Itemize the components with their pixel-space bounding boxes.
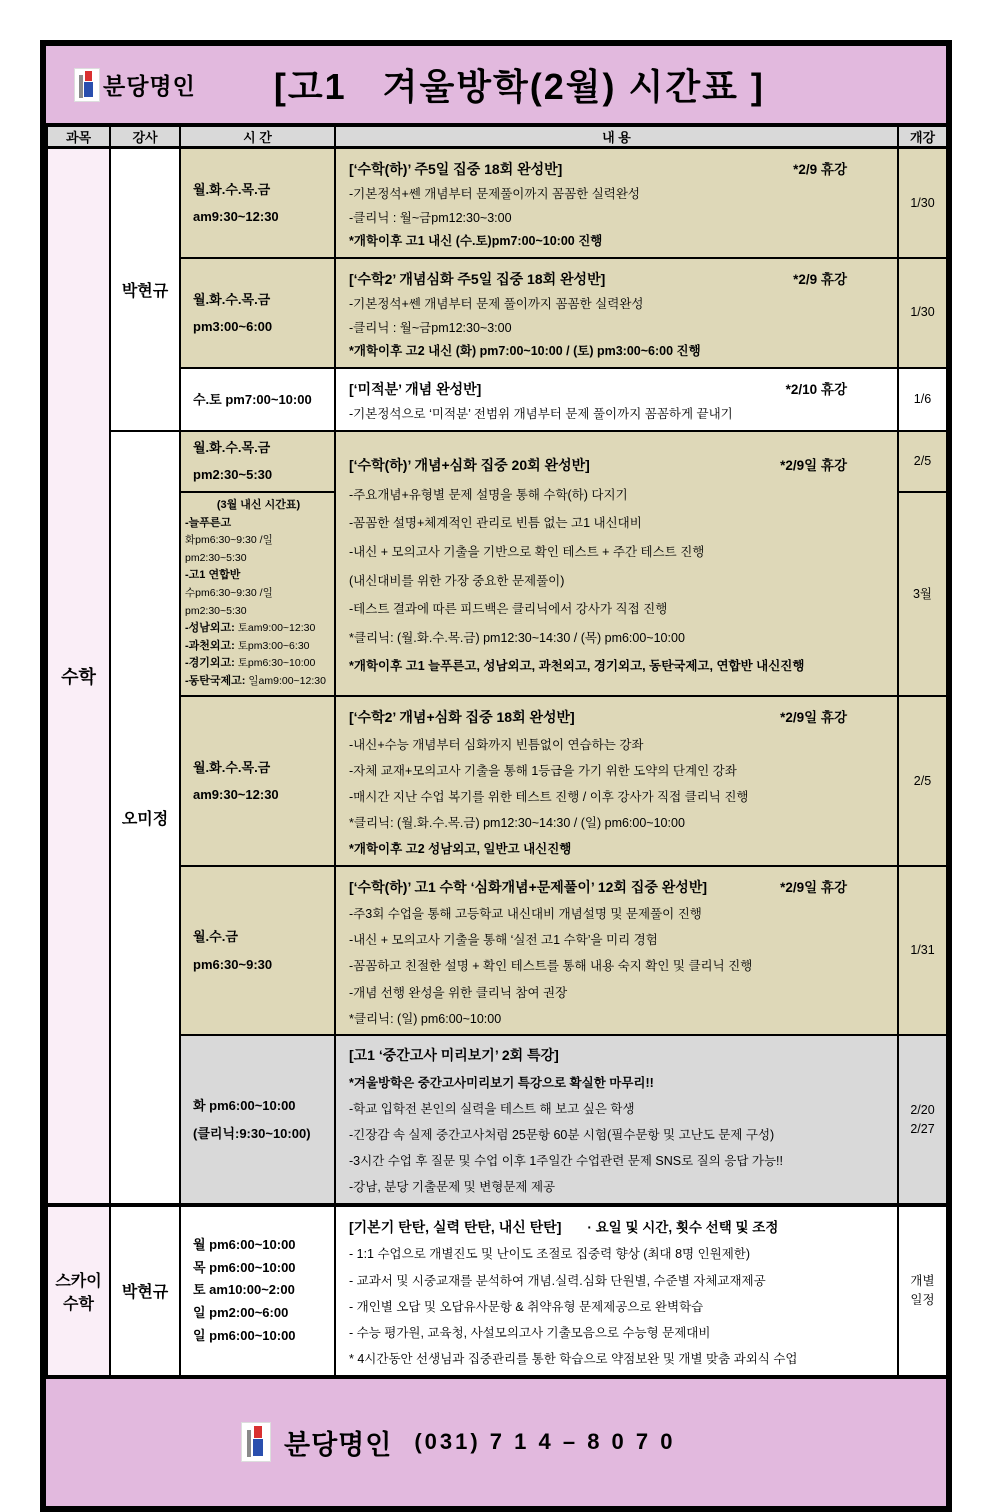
teacher-park: 박현규 xyxy=(110,148,180,431)
time-cell: 화 pm6:00~10:00 (클리닉:9:30~10:00) xyxy=(180,1035,335,1205)
start-date: 1/6 xyxy=(898,368,947,431)
subject-math: 수학 xyxy=(47,148,110,1205)
time-cell: 월.화.수.목.금 am9:30~12:30 xyxy=(180,148,335,258)
col-header-start: 개강 xyxy=(898,126,947,148)
class-title: [‘수학(하)’ 주5일 집중 18회 완성반] xyxy=(349,161,563,177)
table-row xyxy=(47,866,947,1036)
table-row xyxy=(47,1205,947,1376)
content-cell: [‘수학(하)’ 개념+심화 집중 20회 완성반] *2/9일 휴강 -주요개념+유형별 문제 설명을 통해 수학(하) 다지기 -꼼꼼한 설명+체계적인 관리로 빈틈 없는 고1 내신대비 -내신 + 모의고사 기출을 기반으로 확인 테스트 + 주간 테스트 진행 (내신대비를 위한 가장 중요한 문제풀이) -테스트 결과에 따른 피드백은 클리닉에서 강사가 직접 진행 *클리닉: (월.화.수.목.금) pm12:30~14:30 / (목) pm6:00~10:00 *개학이후 고1 늘푸른고, 성남외고, 과천외고, 경기외고, 동탄국제고, 연합반 내신진행 xyxy=(335,431,898,696)
time-cell: 월.화.수.목.금 am9:30~12:30 xyxy=(180,696,335,866)
content-cell: [‘수학2’ 개념+심화 집중 18회 완성반] *2/9일 휴강 -내신+수능 개념부터 심화까지 빈틈없이 연습하는 강좌 -자체 교재+모의고사 기출을 통해 1등급을 가기 위한 도약의 단계인 강좌 -매시간 지난 수업 복기를 위한 테스트 진행 / 이후 강사가 직접 클리닉 진행 *클리닉: (월.화.수.목.금) pm12:30~14:30 / (일) pm6:00~10:00 *개학이후 고2 성남외고, 일반고 내신진행 xyxy=(335,696,898,866)
class-title: [‘수학2’ 개념+심화 집중 18회 완성반] xyxy=(349,709,575,726)
class-title: [‘수학(하)’ 고1 수학 ‘심화개념+문제풀이’ 12회 집중 완성반] xyxy=(349,878,708,895)
holiday-note: *2/9일 휴강 xyxy=(780,457,847,473)
col-header-teacher: 강사 xyxy=(110,126,180,148)
march-schedule-cell: (3월 내신 시간표) -늘푸른고 화pm6:30~9:30 /일pm2:30~5:30 -고1 연합반 수pm6:30~9:30 /일pm2:30~5:30 -성남외고: 토am9:00~12:30 -과천외고: 토pm3:00~6:30 -경기외고: 토pm6:30~10:00 -동탄국제고: 일am9:00~12:30 xyxy=(180,492,335,696)
col-header-subject: 과목 xyxy=(47,126,110,148)
holiday-note: *2/9일 휴강 xyxy=(780,710,847,726)
subject-sky-math: 스카이 수학 xyxy=(47,1205,110,1376)
timetable xyxy=(46,125,948,1377)
table-row xyxy=(47,696,947,866)
holiday-note: *2/9일 휴강 xyxy=(780,879,847,895)
holiday-note: *2/9 휴강 xyxy=(793,162,847,177)
academy-logo-icon xyxy=(74,68,100,102)
brand-name: 분당명인 xyxy=(103,73,196,99)
teacher-park: 박현규 xyxy=(110,1205,180,1376)
time-cell: 월.화.수.목.금 pm3:00~6:00 xyxy=(180,258,335,368)
academy-logo-icon xyxy=(241,1422,271,1462)
content-cell: [기본기 탄탄, 실력 탄탄, 내신 탄탄] · 요일 및 시간, 횟수 선택 및 조정 - 1:1 수업으로 개별진도 및 난이도 조절로 집중력 향상 (최대 8명 인원제한) - 교과서 및 시중교재를 분석하여 개념.실력.심화 단원별, 수준별 자체교재제공 - 개인별 오답 및 오답유사문항 & 취약유형 문제제공으로 완벽학습 - 수능 평가원, 교육청, 사설모의고사 기출모음으로 수능형 문제대비 * 4시간동안 선생님과 집중관리를 통한 학습으로 약점보완 및 개별 맞춤 과외식 수업 xyxy=(335,1205,898,1376)
holiday-note: *2/10 휴강 xyxy=(785,381,847,397)
col-header-content: 내 용 xyxy=(335,126,898,148)
table-row xyxy=(47,368,947,431)
table-row xyxy=(47,1035,947,1205)
table-row xyxy=(47,431,947,492)
column-header-row xyxy=(47,126,947,148)
class-subtitle: · 요일 및 시간, 횟수 선택 및 조정 xyxy=(587,1219,779,1235)
teacher-oh: 오미정 xyxy=(110,431,180,1205)
start-date: 1/30 xyxy=(898,148,947,258)
class-title: [‘수학(하)’ 개념+심화 집중 20회 완성반] xyxy=(349,456,590,473)
content-cell: [‘수학2’ 개념심화 주5일 집중 18회 완성반] *2/9 휴강 -기본정석+쎈 개념부터 문제 풀이까지 꼼꼼한 실력완성 -클리닉 : 월~금pm12:30~3:00 *개학이후 고2 내신 (화) pm7:00~10:00 / (토) pm3:00~6:00 진행 xyxy=(335,258,898,368)
content-cell: [‘수학(하)’ 고1 수학 ‘심화개념+문제풀이’ 12회 집중 완성반] *2/9일 휴강 -주3회 수업을 통해 고등학교 내신대비 개념설명 및 문제풀이 진행 -내신 + 모의고사 기출을 통해 ‘실전 고1 수학’을 미리 경험 -꼼꼼하고 친절한 설명 + 확인 테스트를 통해 내용 숙지 확인 및 클리닉 진행 -개념 선행 완성을 위한 클리닉 참여 권장 *클리닉: (일) pm6:00~10:00 xyxy=(335,866,898,1036)
class-title: [‘미적분’ 개념 완성반] xyxy=(349,380,482,397)
time-cell: 월 pm6:00~10:00 목 pm6:00~10:00 토 am10:00~2:00 일 pm2:00~6:00 일 pm6:00~10:00 xyxy=(180,1205,335,1376)
phone-number: (031) 7 1 4 – 8 0 7 0 xyxy=(414,1429,676,1455)
time-cell: 수.토 pm7:00~10:00 xyxy=(180,368,335,431)
title-band xyxy=(46,46,946,125)
class-title: [기본기 탄탄, 실력 탄탄, 내신 탄탄] xyxy=(349,1218,562,1235)
start-date: 2/5 xyxy=(898,696,947,866)
col-header-time: 시 간 xyxy=(180,126,335,148)
page-title: [고1 겨울방학(2월) 시간표 ] xyxy=(273,66,765,107)
start-date: 1/30 xyxy=(898,258,947,368)
content-cell: [‘수학(하)’ 주5일 집중 18회 완성반] *2/9 휴강 -기본정석+쎈 개념부터 문제풀이까지 꼼꼼한 실력완성 -클리닉 : 월~금pm12:30~3:00 *개학이후 고1 내신 (수.토)pm7:00~10:00 진행 xyxy=(335,148,898,258)
start-date: 2/5 xyxy=(898,431,947,492)
content-cell: [고1 ‘중간고사 미리보기’ 2회 특강] *겨울방학은 중간고사미리보기 특강으로 확실한 마무리!! -학교 입학전 본인의 실력을 테스트 해 보고 싶은 학생 -긴장감 속 실제 중간고사처럼 25문항 60분 시험(필수문항 및 고난도 문제 구성) -3시간 수업 후 질문 및 수업 이후 1주일간 수업관련 문제 SNS로 질의 응답 가능!! -강남, 분당 기출문제 및 변형문제 제공 xyxy=(335,1035,898,1205)
start-date: 2/20 2/27 xyxy=(898,1035,947,1205)
class-title: [‘수학2’ 개념심화 주5일 집중 18회 완성반] xyxy=(349,270,606,287)
time-cell: 월.화.수.목.금 pm2:30~5:30 xyxy=(180,431,335,492)
table-row xyxy=(47,258,947,368)
footer-band xyxy=(46,1377,946,1506)
timetable-sheet xyxy=(40,40,952,1512)
footer-brand-name: 분당명인 xyxy=(284,1429,393,1460)
table-row xyxy=(47,148,947,258)
class-title: [고1 ‘중간고사 미리보기’ 2회 특강] xyxy=(349,1047,559,1064)
start-date: 3월 xyxy=(898,492,947,696)
start-date: 개별 일정 xyxy=(898,1205,947,1376)
holiday-note: *2/9 휴강 xyxy=(793,271,847,287)
content-cell: [‘미적분’ 개념 완성반] *2/10 휴강 -기본정석으로 ‘미적분’ 전범위 개념부터 문제 풀이까지 꼼꼼하게 끝내기 xyxy=(335,368,898,431)
start-date: 1/31 xyxy=(898,866,947,1036)
time-cell: 월.수.금 pm6:30~9:30 xyxy=(180,866,335,1036)
